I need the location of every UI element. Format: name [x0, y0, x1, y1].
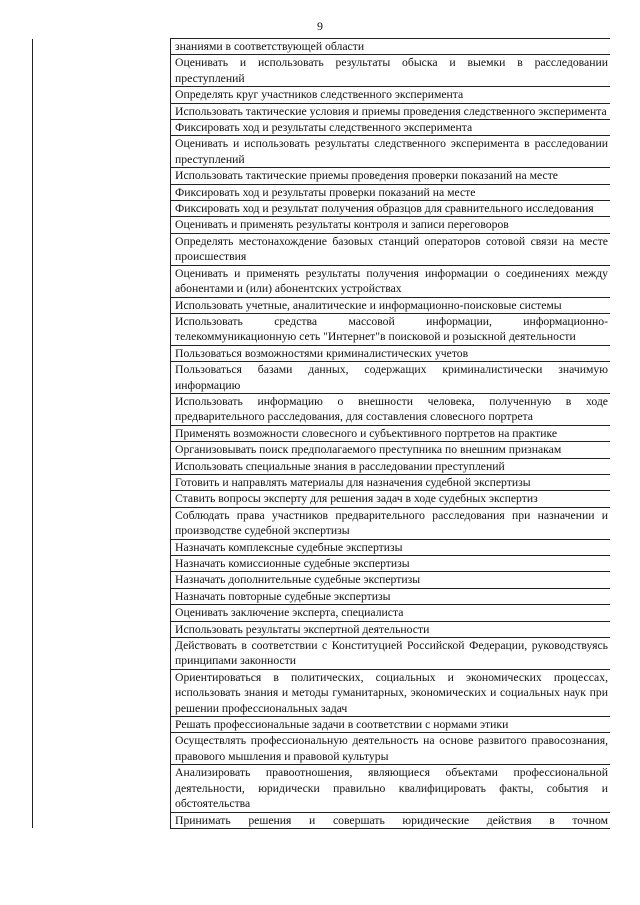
empty-left-cell [33, 458, 171, 474]
skill-cell: Пользоваться базами данных, содержащих криминалистически значимую информацию [171, 362, 611, 394]
empty-left-cell [33, 765, 171, 812]
skills-table-container [32, 38, 610, 894]
empty-left-cell [33, 217, 171, 233]
empty-left-cell [33, 638, 171, 670]
table-row [33, 425, 611, 441]
empty-left-cell [33, 313, 171, 345]
table-row [33, 362, 611, 394]
skill-cell: Ставить вопросы эксперту для решения задач в ходе судебных экспертиз [171, 491, 611, 507]
skill-cell: Оценивать и использовать результаты следственного эксперимента в расследовании преступлений [171, 136, 611, 168]
empty-left-cell [33, 669, 171, 716]
skill-cell: Фиксировать ход и результат получения образцов для сравнительного исследования [171, 201, 611, 217]
table-row [33, 184, 611, 200]
empty-left-cell [33, 103, 171, 119]
table-row [33, 669, 611, 716]
table-row [33, 556, 611, 572]
table-row [33, 39, 611, 55]
table-row [33, 588, 611, 604]
empty-left-cell [33, 297, 171, 313]
skill-cell: Осуществлять профессиональную деятельность на основе развитого правосознания, правового мышления и правовой культуры [171, 733, 611, 765]
empty-left-cell [33, 87, 171, 103]
skill-cell: Назначать дополнительные судебные экспертизы [171, 572, 611, 588]
empty-left-cell [33, 233, 171, 265]
skill-cell: Действовать в соответствии с Конституцией Российской Федерации, руководствуясь принципами законности [171, 638, 611, 670]
skill-cell: Назначать повторные судебные экспертизы [171, 588, 611, 604]
table-row [33, 55, 611, 87]
skill-cell: Ориентироваться в политических, социальных и экономических процессах, использовать знания и методы гуманитарных, экономических и социальных наук при решении профессиональных задач [171, 669, 611, 716]
skill-cell: Использовать информацию о внешности человека, полученную в ходе предварительного расследования, для составления словесного портрета [171, 393, 611, 425]
table-row [33, 539, 611, 555]
table-row [33, 474, 611, 490]
skill-cell: Использовать учетные, аналитические и информационно-поисковые системы [171, 297, 611, 313]
empty-left-cell [33, 491, 171, 507]
empty-left-cell [33, 717, 171, 733]
skill-cell: Соблюдать права участников предварительного расследования при назначении и производстве судебной экспертизы [171, 507, 611, 539]
table-row [33, 733, 611, 765]
table-row [33, 345, 611, 361]
skill-cell: Организовывать поиск предполагаемого преступника по внешним признакам [171, 442, 611, 458]
empty-left-cell [33, 539, 171, 555]
skill-cell: Применять возможности словесного и субъективного портретов на практике [171, 425, 611, 441]
empty-left-cell [33, 184, 171, 200]
skill-cell: Оценивать заключение эксперта, специалиста [171, 605, 611, 621]
empty-left-cell [33, 588, 171, 604]
table-row [33, 442, 611, 458]
skill-cell: Фиксировать ход и результаты проверки показаний на месте [171, 184, 611, 200]
empty-left-cell [33, 345, 171, 361]
table-row [33, 765, 611, 812]
empty-left-cell [33, 168, 171, 184]
empty-left-cell [33, 572, 171, 588]
empty-left-cell [33, 556, 171, 572]
table-row [33, 812, 611, 828]
skill-cell: Использовать результаты экспертной деятельности [171, 621, 611, 637]
skill-cell: Фиксировать ход и результаты следственного эксперимента [171, 120, 611, 136]
table-row [33, 638, 611, 670]
table-row [33, 313, 611, 345]
skill-cell: Использовать средства массовой информации, информационно-телекоммуникационную сеть "Интернет"в поисковой и розыскной деятельности [171, 313, 611, 345]
skill-cell: Оценивать и использовать результаты обыска и выемки в расследовании преступлений [171, 55, 611, 87]
skill-cell: Использовать специальные знания в расследовании преступлений [171, 458, 611, 474]
table-row [33, 201, 611, 217]
table-row [33, 605, 611, 621]
page-number: 9 [317, 19, 323, 33]
table-row [33, 265, 611, 297]
table-row [33, 120, 611, 136]
skill-cell: Оценивать и применять результаты контроля и записи переговоров [171, 217, 611, 233]
empty-left-cell [33, 39, 171, 55]
empty-left-cell [33, 425, 171, 441]
skills-table-body [33, 39, 611, 829]
empty-left-cell [33, 621, 171, 637]
table-row [33, 507, 611, 539]
table-row [33, 572, 611, 588]
table-row [33, 217, 611, 233]
empty-left-cell [33, 362, 171, 394]
skill-cell: Оценивать и применять результаты получения информации о соединениях между абонентами и (или) абонентских устройствах [171, 265, 611, 297]
skill-cell: Определять круг участников следственного эксперимента [171, 87, 611, 103]
skill-cell: Определять местонахождение базовых станций операторов сотовой связи на месте происшествия [171, 233, 611, 265]
empty-left-cell [33, 393, 171, 425]
skill-cell: Использовать тактические условия и приемы проведения следственного эксперимента [171, 103, 611, 119]
skill-cell: Анализировать правоотношения, являющиеся объектами профессиональной деятельности, юридически правильно квалифицировать факты, события и обстоятельства [171, 765, 611, 812]
skill-cell: Решать профессиональные задачи в соответствии с нормами этики [171, 717, 611, 733]
empty-left-cell [33, 474, 171, 490]
empty-left-cell [33, 55, 171, 87]
empty-left-cell [33, 812, 171, 828]
table-row [33, 297, 611, 313]
empty-left-cell [33, 507, 171, 539]
table-row [33, 458, 611, 474]
table-row [33, 393, 611, 425]
table-row [33, 491, 611, 507]
table-row [33, 87, 611, 103]
skills-table [32, 38, 610, 829]
table-row [33, 136, 611, 168]
empty-left-cell [33, 201, 171, 217]
skill-cell: знаниями в соответствующей области [171, 39, 611, 55]
table-row [33, 103, 611, 119]
empty-left-cell [33, 442, 171, 458]
empty-left-cell [33, 733, 171, 765]
empty-left-cell [33, 265, 171, 297]
table-row [33, 717, 611, 733]
table-row [33, 233, 611, 265]
skill-cell: Принимать решения и совершать юридические действия в точном [171, 812, 611, 828]
skill-cell: Назначать комиссионные судебные экспертизы [171, 556, 611, 572]
table-row [33, 168, 611, 184]
empty-left-cell [33, 605, 171, 621]
table-row [33, 621, 611, 637]
empty-left-cell [33, 136, 171, 168]
empty-left-cell [33, 120, 171, 136]
skill-cell: Использовать тактические приемы проведения проверки показаний на месте [171, 168, 611, 184]
skill-cell: Пользоваться возможностями криминалистических учетов [171, 345, 611, 361]
skill-cell: Готовить и направлять материалы для назначения судебной экспертизы [171, 474, 611, 490]
skill-cell: Назначать комплексные судебные экспертизы [171, 539, 611, 555]
